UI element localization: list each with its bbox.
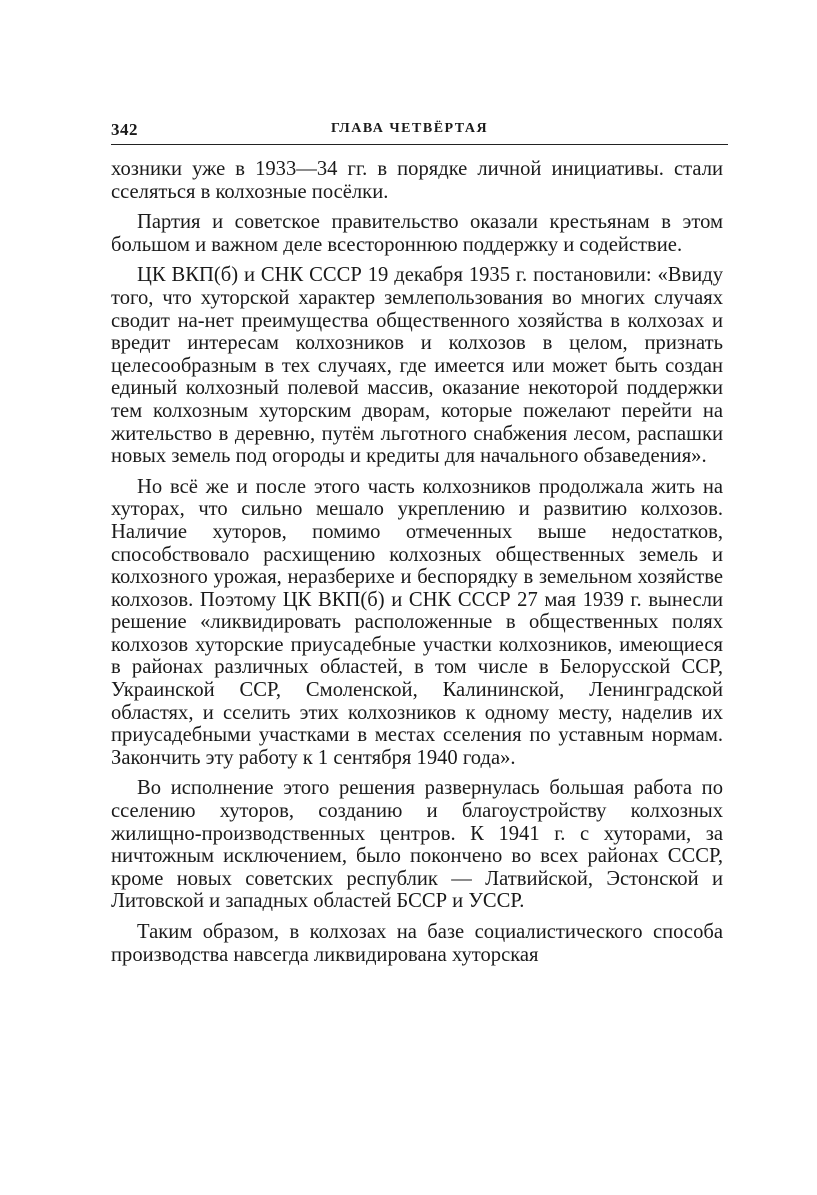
paragraph: Партия и советское правительство оказали крестьянам в этом большом и важном деле всестороннюю поддержку и содействие. (111, 211, 723, 256)
paragraph: Таким образом, в колхозах на базе социалистического способа производства навсегда ликвидирована хуторская (111, 921, 723, 966)
running-title: ГЛАВА ЧЕТВЁРТАЯ (331, 121, 489, 136)
paragraph: Во исполнение этого решения развернулась большая работа по сселению хуторов, созданию и благоустройству колхозных жилищно-производственных центров. К 1941 г. с хуторами, за ничтожным исключением, было покончено во всех районах СССР, кроме новых советских республик — Латвийской, Эстонской и Литовской и западных областей БССР и УССР. (111, 777, 723, 913)
body-text (111, 158, 723, 974)
page-header (111, 116, 728, 145)
paragraph: Но всё же и после этого часть колхозников продолжала жить на хуторах, что сильно мешало укреплению и развитию колхозов. Наличие хуторов, помимо отмеченных выше недостатков, способствовало расхищению колхозных общественных земель и колхозного урожая, неразберихе и беспорядку в земельном хозяйстве колхозов. Поэтому ЦК ВКП(б) и СНК СССР 27 мая 1939 г. вынесли решение «ликвидировать расположенные в общественных полях колхозов хуторские приусадебные участки колхозников, имеющиеся в районах различных областей, в том числе в Белорусской ССР, Украинской ССР, Смоленской, Калининской, Ленинградской областях, и сселить этих колхозников к одному месту, наделив их приусадебными участками в местах сселения по уставным нормам. Закончить эту работу к 1 сентября 1940 года». (111, 475, 723, 769)
page-number: 342 (111, 120, 138, 139)
paragraph: хозники уже в 1933—34 гг. в порядке личной инициативы. стали сселяться в колхозные посёлки. (111, 158, 723, 203)
paragraph: ЦК ВКП(б) и СНК СССР 19 декабря 1935 г. постановили: «Ввиду того, что хуторской характер землепользования во многих случаях сводит на-нет преимущества общественного хозяйства в колхозах и вредит интересам колхозников и колхозов в целом, признать целесообразным в тех случаях, где имеется или может быть создан единый колхозный полевой массив, оказание некоторой поддержки тем колхозным хуторским дворам, которые пожелают перейти на жительство в деревню, путём льготного снабжения лесом, распашки новых земель под огороды и кредиты для начального обзаведения». (111, 264, 723, 468)
